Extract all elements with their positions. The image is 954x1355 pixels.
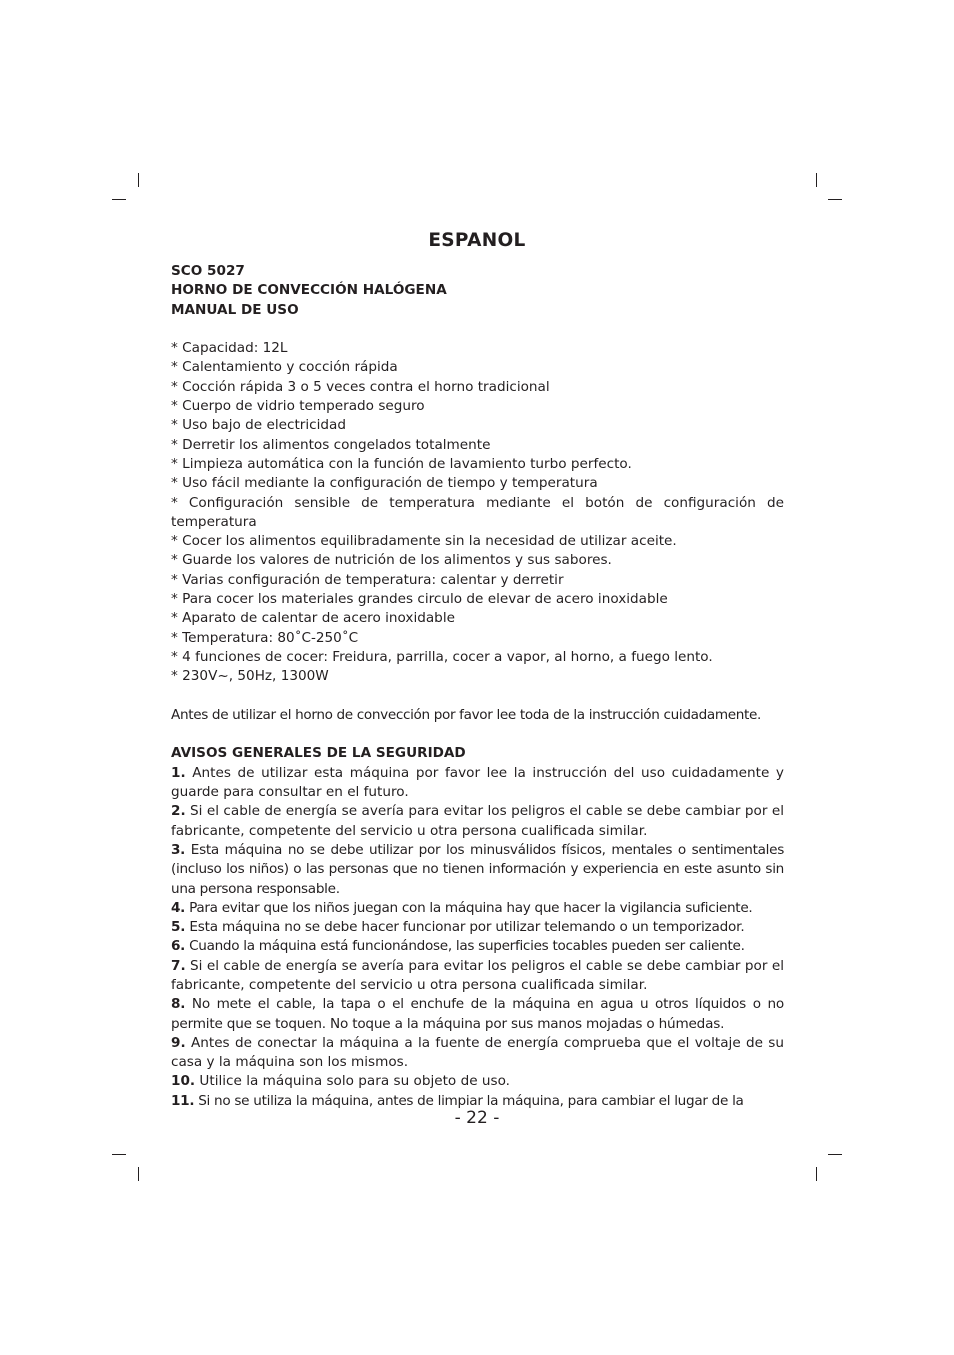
safety-list <box>171 764 784 1111</box>
crop-mark-bottom-right-vertical <box>816 1167 817 1181</box>
crop-mark-bottom-left-vertical <box>138 1167 139 1181</box>
safety-item-text: Antes de utilizar esta máquina por favor lee la instrucción del uso cuidadamente y guarde para consultar en el futuro. <box>171 764 784 801</box>
feature-item: * Uso bajo de electricidad <box>171 417 346 434</box>
safety-item-text: Antes de conectar la máquina a la fuente de energía comprueba que el voltaje de su casa y la máquina son los mismos. <box>171 1034 784 1071</box>
safety-item <box>171 841 784 899</box>
page-number: - 22 - <box>454 1108 500 1128</box>
feature-item: * Configuración sensible de temperatura mediante el botón de configuración de temperatura <box>171 494 784 530</box>
feature-item: * Cocción rápida 3 o 5 veces contra el horno tradicional <box>171 378 550 395</box>
safety-item <box>171 1072 784 1091</box>
safety-item <box>171 899 784 918</box>
manual-label: MANUAL DE USO <box>171 301 299 318</box>
crop-mark-bottom-right-horizontal <box>828 1154 842 1155</box>
feature-item: * Cocer los alimentos equilibradamente sin la necesidad de utilizar aceite. <box>171 533 677 550</box>
feature-item: * Cuerpo de vidrio temperado seguro <box>171 398 425 415</box>
feature-item: * Aparato de calentar de acero inoxidable <box>171 610 455 627</box>
feature-item: * Para cocer los materiales grandes circulo de elevar de acero inoxidable <box>171 591 668 608</box>
product-name: HORNO DE CONVECCIÓN HALÓGENA <box>171 282 447 299</box>
crop-mark-bottom-left-horizontal <box>112 1154 126 1155</box>
feature-item: * Guarde los valores de nutrición de los alimentos y sus sabores. <box>171 552 612 569</box>
safety-item <box>171 937 784 956</box>
manual-content <box>171 262 784 1111</box>
safety-item-number: 1. <box>171 764 186 781</box>
spacer <box>171 320 784 339</box>
feature-item: * Uso fácil mediante la configuración de tiempo y temperatura <box>171 475 598 492</box>
safety-item <box>171 802 784 841</box>
crop-mark-top-left-vertical <box>138 173 139 187</box>
safety-item-number: 4. <box>171 899 186 916</box>
safety-item-number: 11. <box>171 1092 195 1109</box>
spacer <box>171 687 784 706</box>
feature-item: * 4 funciones de cocer: Freidura, parrilla, cocer a vapor, al horno, a fuego lento. <box>171 648 713 665</box>
safety-item-text: Esta máquina no se debe hacer funcionar por utilizar telemando o un temporizador. <box>189 919 745 936</box>
safety-item <box>171 995 784 1034</box>
safety-item-text: Para evitar que los niños juegan con la máquina hay que hacer la vigilancia suficiente. <box>189 899 753 916</box>
safety-item-text: Cuando la máquina está funcionándose, las superficies tocables pueden ser caliente. <box>189 938 745 955</box>
safety-item <box>171 1034 784 1073</box>
safety-item-text: Utilice la máquina solo para su objeto de uso. <box>199 1073 510 1090</box>
safety-item-number: 6. <box>171 938 186 955</box>
safety-item-number: 5. <box>171 919 186 936</box>
feature-list <box>171 339 784 686</box>
safety-item-text: Si el cable de energía se avería para evitar los peligros el cable se debe cambiar por el fabricante, competente del servicio u otra persona cualificada similar. <box>171 957 784 993</box>
safety-item-text: Si no se utiliza la máquina, antes de limpiar la máquina, para cambiar el lugar de la <box>198 1092 744 1109</box>
safety-item-number: 3. <box>171 841 186 858</box>
feature-item: * 230V~, 50Hz, 1300W <box>171 668 329 685</box>
spacer <box>171 725 784 744</box>
safety-item-number: 7. <box>171 957 186 974</box>
safety-item <box>171 764 784 803</box>
feature-item: * Limpieza automática con la función de lavamiento turbo perfecto. <box>171 455 632 472</box>
language-title: ESPANOL <box>428 230 526 251</box>
safety-item-text: Si el cable de energía se avería para evitar los peligros el cable se debe cambiar por el fabricante, competente del servicio u otra persona cualificada similar. <box>171 803 784 839</box>
safety-item <box>171 957 784 996</box>
safety-item-number: 9. <box>171 1034 186 1051</box>
safety-title: AVISOS GENERALES DE LA SEGURIDAD <box>171 745 466 762</box>
feature-item: * Calentamiento y cocción rápida <box>171 359 398 376</box>
intro-note: Antes de utilizar el horno de convección por favor lee toda de la instrucción cuidadamente. <box>171 706 761 723</box>
safety-item-text: Esta máquina no se debe utilizar por los minusválidos físicos, mentales o sentimentales (incluso los niños) o las personas que no tienen información y experiencia en este asunto sin una persona responsable. <box>171 841 785 897</box>
crop-mark-top-right-vertical <box>816 173 817 187</box>
feature-item: * Capacidad: 12L <box>171 340 288 357</box>
safety-item-number: 10. <box>171 1073 196 1090</box>
safety-item <box>171 918 784 937</box>
crop-mark-top-right-horizontal <box>828 199 842 200</box>
crop-mark-top-left-horizontal <box>112 199 126 200</box>
safety-item-text: No mete el cable, la tapa o el enchufe de la máquina en agua u otros líquidos o no permite que se toquen. No toque a la máquina por sus manos mojadas o húmedas. <box>171 996 784 1032</box>
safety-item-number: 8. <box>171 996 186 1013</box>
feature-item: * Derretir los alimentos congelados totalmente <box>171 436 491 453</box>
feature-item: * Temperatura: 80˚C-250˚C <box>171 629 359 646</box>
safety-item-number: 2. <box>171 803 186 820</box>
feature-item: * Varias configuración de temperatura: calentar y derretir <box>171 571 564 588</box>
model-number: SCO 5027 <box>171 263 245 279</box>
